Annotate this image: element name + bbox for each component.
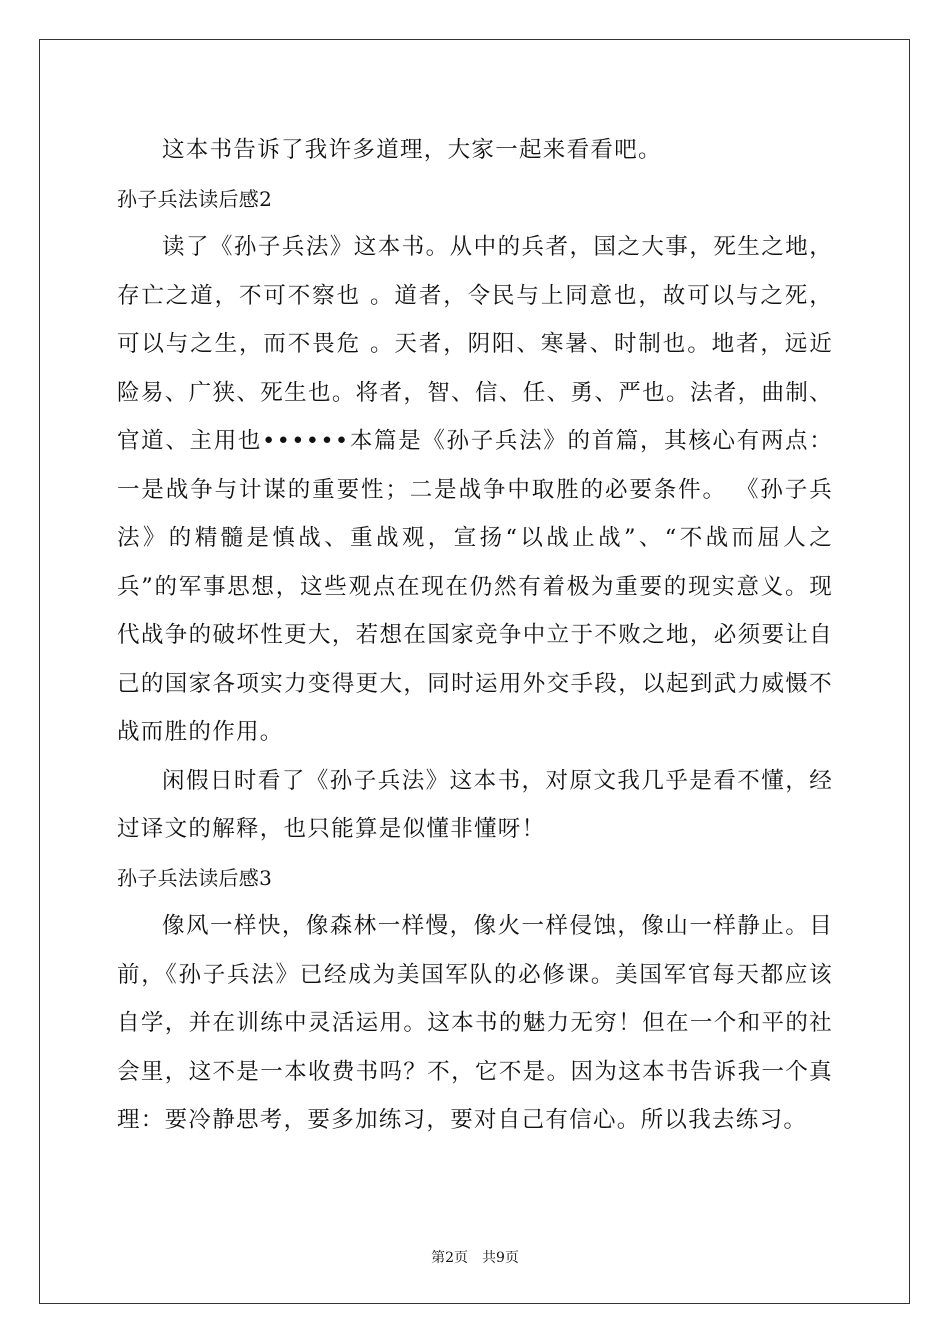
paragraph-intro: 这本书告诉了我许多道理，大家一起来看看吧。 xyxy=(162,137,662,163)
paragraph-reading-3: 像风一样快，像森林一样慢，像火一样侵蚀，像山一样静止。目前，《孙子兵法》已经成为美国军队的必修课。美国军官每天都应该自学，并在训练中灵活运用。这本书的魅力无穷！但在一个和平的社会里，这不是一本收费书吗？不，它不是。因为这本书告诉我一个真理：要冷静思考，要多加练习，要对自己有信心。所以我去练习。 xyxy=(117,913,833,1133)
document-body xyxy=(117,126,833,1145)
section-heading-2: 孙子兵法读后感2 xyxy=(117,186,273,211)
page-footer: 第2页 共9页 xyxy=(431,1250,519,1266)
section-heading-3: 孙子兵法读后感3 xyxy=(117,865,273,890)
paragraph-holiday-reading: 闲假日时看了《孙子兵法》这本书，对原文我几乎是看不懂，经过译文的解释，也只能算是似懂非懂呀！ xyxy=(117,767,833,842)
paragraph-reading-2: 读了《孙子兵法》这本书。从中的兵者，国之大事，死生之地，存亡之道，不可不察也 。道者，令民与上同意也，故可以与之死，可以与之生，而不畏危 。天者，阴阳、寒暑、时制也。地者，远近险易、广狭、死生也。将者，智、信、任、勇、严也。法者，曲制、官道、主用也••••••本篇是《孙子兵法》的首篇，其核心有两点：一是战争与计谋的重要性；二是战争中取胜的必要条件。 《孙子兵法》的精髓是慎战、重战观，宣扬“以战止战”、“不战而屈人之兵”的军事思想，这些观点在现在仍然有着极为重要的现实意义。现代战争的破坏性更大，若想在国家竞争中立于不败之地，必须要让自己的国家各项实力变得更大，同时运用外交手段，以起到武力威慑不战而胜的作用。 xyxy=(117,234,833,745)
